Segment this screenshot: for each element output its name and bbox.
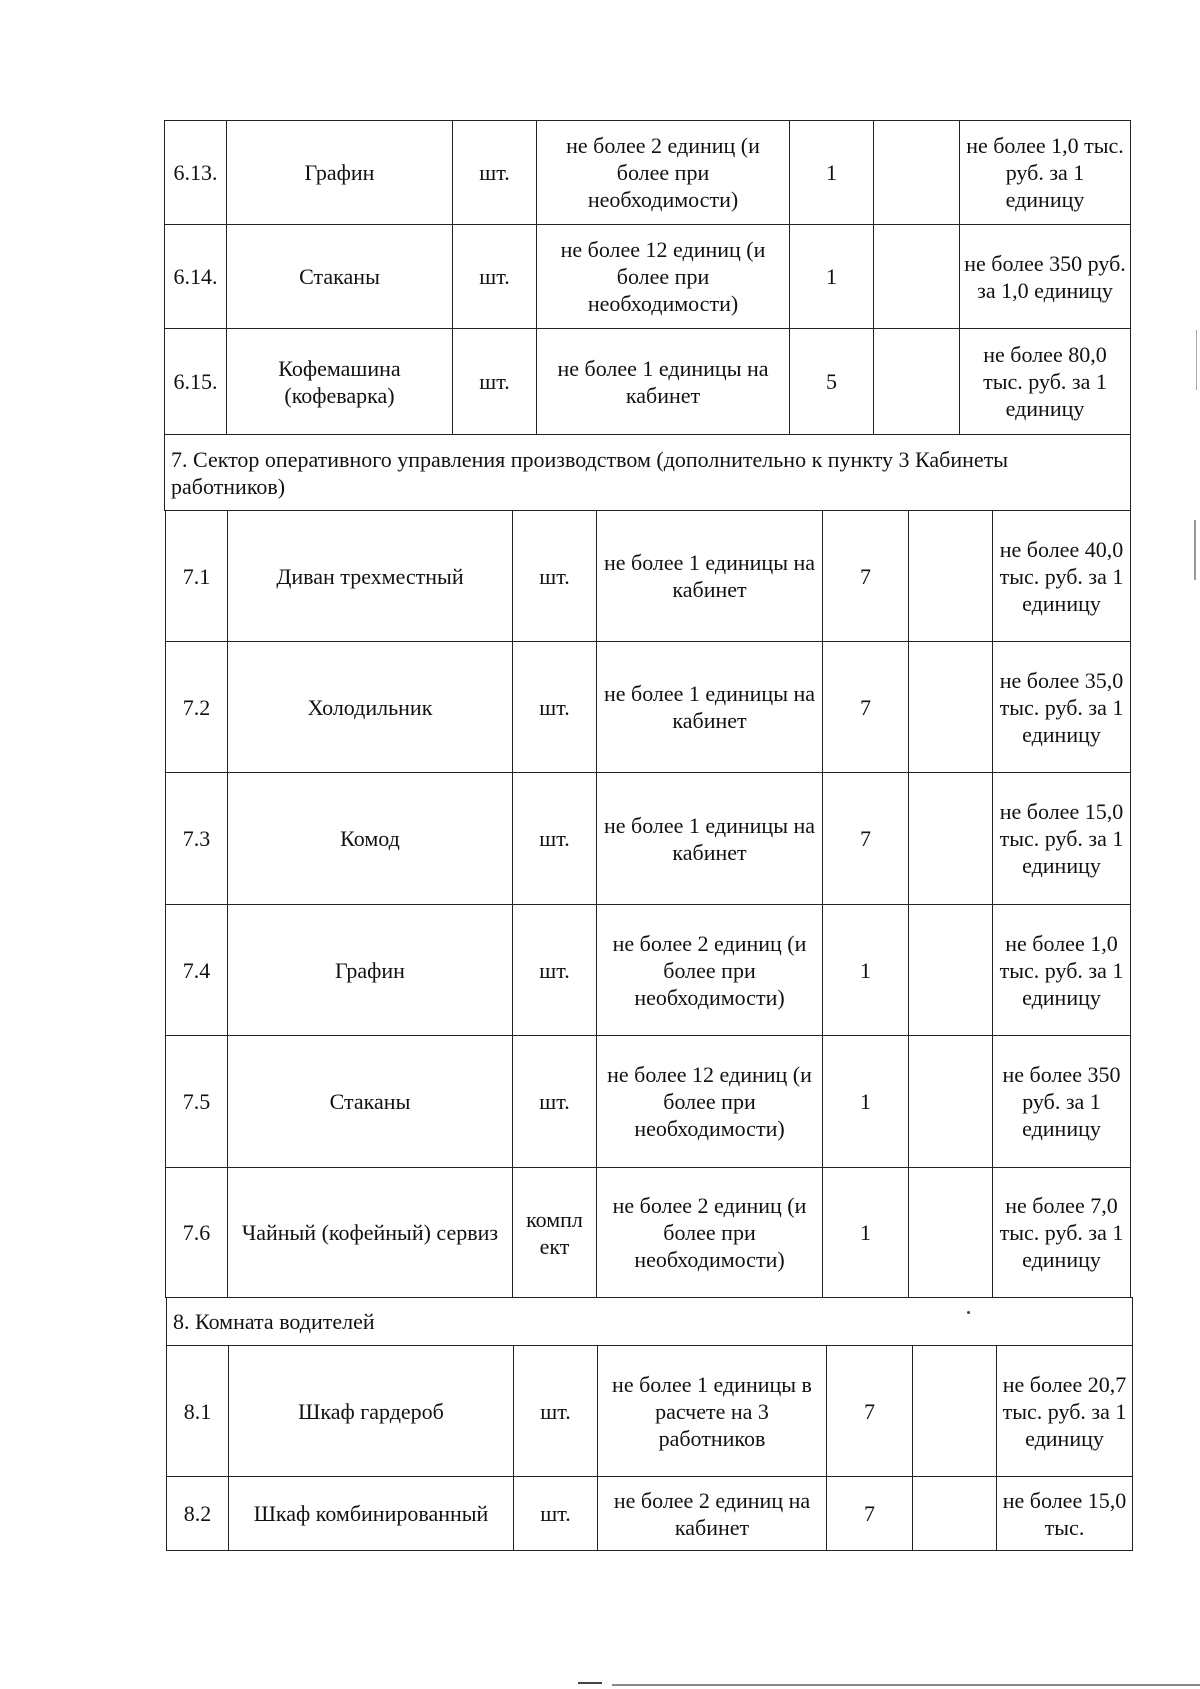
item-number: 7.3 xyxy=(166,773,228,905)
table-row xyxy=(166,1036,1131,1168)
item-quantity: не более 2 единиц на кабинет xyxy=(598,1477,827,1551)
item-group: 1 xyxy=(790,121,874,225)
table-row xyxy=(166,1168,1131,1298)
table-row xyxy=(167,1346,1133,1477)
item-group: 1 xyxy=(823,905,909,1036)
item-term xyxy=(874,121,960,225)
table-row xyxy=(165,121,1131,225)
item-unit: шт. xyxy=(453,329,537,435)
item-name: Стаканы xyxy=(227,225,453,329)
item-unit: шт. xyxy=(513,642,597,773)
section-heading: 7. Сектор оперативного управления производством (дополнительно к пункту 3 Кабинеты работников) xyxy=(165,435,1131,511)
item-group: 7 xyxy=(827,1346,913,1477)
table-row xyxy=(165,329,1131,435)
item-term xyxy=(909,773,993,905)
item-unit: шт. xyxy=(453,225,537,329)
item-term xyxy=(874,329,960,435)
item-number: 7.4 xyxy=(166,905,228,1036)
item-name: Комод xyxy=(228,773,513,905)
table-row xyxy=(165,225,1131,329)
item-price: не более 20,7 тыс. руб. за 1 единицу xyxy=(997,1346,1133,1477)
item-quantity: не более 12 единиц (и более при необходимости) xyxy=(537,225,790,329)
item-price: не более 350 руб. за 1 единицу xyxy=(993,1036,1131,1168)
item-name: Кофемашина (кофеварка) xyxy=(227,329,453,435)
table-row xyxy=(166,773,1131,905)
scan-mark xyxy=(1194,520,1196,580)
item-number: 7.1 xyxy=(166,511,228,642)
item-unit: компл ект xyxy=(513,1168,597,1298)
item-name: Шкаф комбинированный xyxy=(229,1477,514,1551)
scan-mark xyxy=(1196,330,1197,390)
item-number: 8.2 xyxy=(167,1477,229,1551)
table-row xyxy=(166,905,1131,1036)
table-section-7-header xyxy=(164,434,1131,511)
item-quantity: не более 1 единицы на кабинет xyxy=(537,329,790,435)
item-unit: шт. xyxy=(513,1036,597,1168)
item-group: 5 xyxy=(790,329,874,435)
item-unit: шт. xyxy=(453,121,537,225)
table-row xyxy=(166,642,1131,773)
item-price: не более 35,0 тыс. руб. за 1 единицу xyxy=(993,642,1131,773)
item-unit: шт. xyxy=(513,905,597,1036)
table-row xyxy=(167,1477,1133,1551)
item-unit: шт. xyxy=(514,1477,598,1551)
section-heading: 8. Комната водителей xyxy=(167,1298,1133,1346)
item-term xyxy=(909,1168,993,1298)
item-number: 7.6 xyxy=(166,1168,228,1298)
item-quantity: не более 1 единицы на кабинет xyxy=(597,773,823,905)
item-group: 7 xyxy=(823,642,909,773)
item-name: Графин xyxy=(227,121,453,225)
item-term xyxy=(913,1477,997,1551)
item-group: 1 xyxy=(823,1168,909,1298)
table-block-8 xyxy=(166,1345,1133,1551)
item-price: не более 1,0 тыс. руб. за 1 единицу xyxy=(993,905,1131,1036)
item-price: не более 1,0 тыс. руб. за 1 единицу xyxy=(960,121,1131,225)
item-number: 7.2 xyxy=(166,642,228,773)
item-quantity: не более 2 единиц (и более при необходимости) xyxy=(597,1168,823,1298)
item-name: Холодильник xyxy=(228,642,513,773)
item-number: 6.15. xyxy=(165,329,227,435)
item-price: не более 80,0 тыс. руб. за 1 единицу xyxy=(960,329,1131,435)
item-price: не более 7,0 тыс. руб. за 1 единицу xyxy=(993,1168,1131,1298)
item-number: 8.1 xyxy=(167,1346,229,1477)
item-group: 7 xyxy=(827,1477,913,1551)
item-name: Стаканы xyxy=(228,1036,513,1168)
item-group: 7 xyxy=(823,511,909,642)
item-quantity: не более 2 единиц (и более при необходимости) xyxy=(597,905,823,1036)
item-name: Графин xyxy=(228,905,513,1036)
table-section-8-header xyxy=(166,1297,1133,1346)
item-name: Чайный (кофейный) сервиз xyxy=(228,1168,513,1298)
item-quantity: не более 1 единицы на кабинет xyxy=(597,642,823,773)
item-name: Диван трехместный xyxy=(228,511,513,642)
scan-mark xyxy=(967,1311,970,1314)
item-number: 7.5 xyxy=(166,1036,228,1168)
item-term xyxy=(909,511,993,642)
item-number: 6.13. xyxy=(165,121,227,225)
item-group: 1 xyxy=(823,1036,909,1168)
item-term xyxy=(913,1346,997,1477)
scan-mark xyxy=(612,1684,1200,1686)
table-row xyxy=(166,511,1131,642)
item-group: 1 xyxy=(790,225,874,329)
item-quantity: не более 12 единиц (и более при необходимости) xyxy=(597,1036,823,1168)
item-price: не более 15,0 тыс. руб. за 1 единицу xyxy=(993,773,1131,905)
item-unit: шт. xyxy=(513,773,597,905)
item-quantity: не более 2 единиц (и более при необходимости) xyxy=(537,121,790,225)
table-block-6 xyxy=(164,120,1131,435)
item-name: Шкаф гардероб xyxy=(229,1346,514,1477)
item-quantity: не более 1 единицы в расчете на 3 работников xyxy=(598,1346,827,1477)
item-term xyxy=(909,905,993,1036)
item-unit: шт. xyxy=(514,1346,598,1477)
item-price: не более 40,0 тыс. руб. за 1 единицу xyxy=(993,511,1131,642)
scan-mark xyxy=(578,1682,602,1684)
item-term xyxy=(909,642,993,773)
item-unit: шт. xyxy=(513,511,597,642)
item-term xyxy=(909,1036,993,1168)
item-number: 6.14. xyxy=(165,225,227,329)
item-price: не более 15,0 тыс. xyxy=(997,1477,1133,1551)
table-block-7 xyxy=(165,510,1131,1298)
item-group: 7 xyxy=(823,773,909,905)
item-price: не более 350 руб. за 1,0 единицу xyxy=(960,225,1131,329)
item-quantity: не более 1 единицы на кабинет xyxy=(597,511,823,642)
item-term xyxy=(874,225,960,329)
